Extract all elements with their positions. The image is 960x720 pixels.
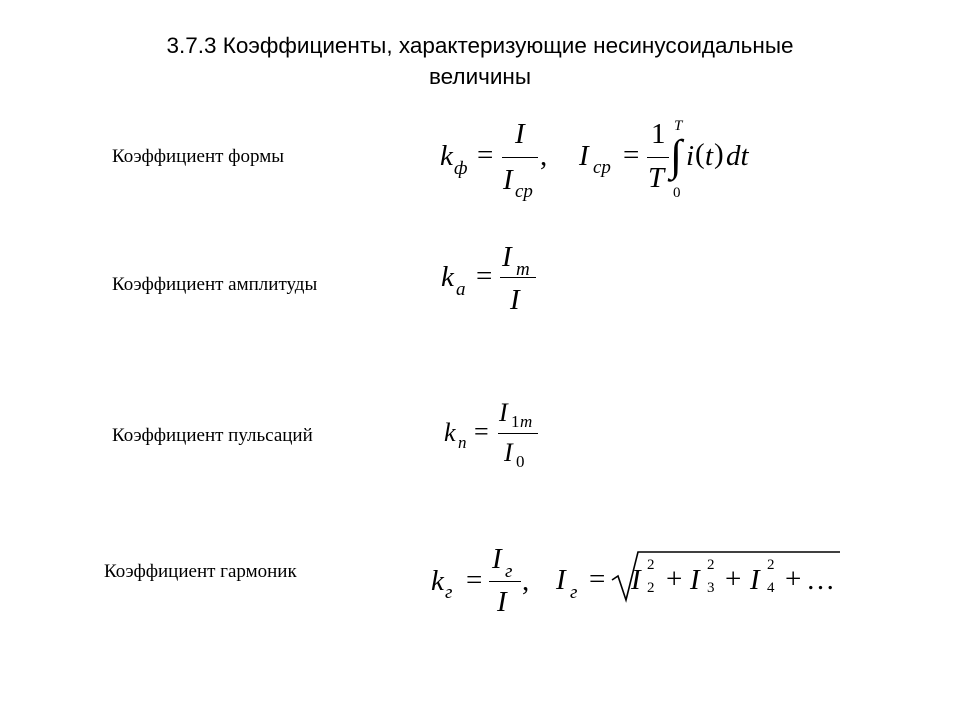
harm-plus-1: + <box>666 563 683 595</box>
title-line-2: величины <box>428 64 532 89</box>
form-integral-upper: T <box>674 118 683 134</box>
ripple-k: k <box>444 418 456 447</box>
label-harmonic-factor: Коэффициент гармоник <box>104 561 297 582</box>
ripple-k-sub: n <box>458 433 467 452</box>
harm-denominator: I <box>497 586 507 618</box>
form-denominator-I: I <box>503 164 513 196</box>
harm-numerator-sub: г <box>505 561 513 582</box>
ripple-denominator-I: I <box>504 438 513 467</box>
harm-comma: , <box>522 565 530 597</box>
harm-term2-sub: 3 <box>707 580 715 596</box>
harm-ig-I: I <box>556 564 566 596</box>
form-k-sub: ф <box>454 158 468 179</box>
form-equals: = <box>477 139 494 171</box>
form-T: T <box>648 162 665 194</box>
amp-equals: = <box>476 260 493 292</box>
harm-term3-sup: 2 <box>767 557 775 573</box>
amp-denominator: I <box>510 284 520 316</box>
harm-term1-I: I <box>631 564 641 596</box>
ripple-fraction-bar <box>498 433 538 434</box>
form-equals-2: = <box>623 139 640 171</box>
form-icp-sub: cp <box>593 157 611 178</box>
label-form-factor: Коэффициент формы <box>112 146 284 167</box>
ripple-numerator-sub-1: 1 <box>511 412 520 431</box>
harm-term1-sup: 2 <box>647 557 655 573</box>
amp-k-sub: a <box>456 279 466 300</box>
form-rparen: ) <box>714 138 724 170</box>
ripple-numerator-I: I <box>499 398 508 427</box>
harm-term2-I: I <box>690 564 700 596</box>
label-ripple-factor: Коэффициент пульсаций <box>112 425 313 446</box>
form-comma: , <box>540 140 548 172</box>
harm-k-sub: г <box>445 582 453 603</box>
slide-title <box>60 30 900 92</box>
form-dt: dt <box>726 140 749 172</box>
integral-icon: ∫ <box>670 131 683 180</box>
amp-numerator-I: I <box>502 241 512 273</box>
harm-ellipsis: … <box>806 564 835 596</box>
harm-plus-2: + <box>725 563 742 595</box>
ripple-equals: = <box>474 417 489 446</box>
form-t: t <box>705 140 714 172</box>
harm-term3-sub: 4 <box>767 580 775 596</box>
amp-numerator-sub: m <box>516 259 530 280</box>
harm-ig-sub: г <box>570 582 578 603</box>
harm-term1-sub: 2 <box>647 580 655 596</box>
title-line-1: 3.7.3 Коэффициенты, характеризующие несинусоидальные <box>166 33 794 58</box>
harm-term3-I: I <box>750 564 760 596</box>
form-icp-I: I <box>579 140 589 172</box>
form-k: k <box>440 140 453 172</box>
ripple-denominator-sub: 0 <box>516 452 525 471</box>
amp-k: k <box>441 261 454 293</box>
harm-k: k <box>431 565 444 597</box>
form-fraction-bar <box>502 157 538 158</box>
label-amplitude-factor: Коэффициент амплитуды <box>112 274 318 295</box>
form-denominator-sub: cp <box>515 181 533 202</box>
form-lparen: ( <box>695 138 705 170</box>
harm-equals-2: = <box>589 563 606 595</box>
amp-fraction-bar <box>500 277 536 278</box>
form-i: i <box>686 140 695 172</box>
harm-numerator-I: I <box>492 543 502 575</box>
harm-equals: = <box>466 564 483 596</box>
harm-fraction-bar <box>489 581 521 582</box>
harm-plus-3: + <box>785 563 802 595</box>
harm-term2-sup: 2 <box>707 557 715 573</box>
form-numerator: I <box>515 118 525 150</box>
ripple-numerator-sub-m: m <box>520 412 533 431</box>
form-fraction-bar-2 <box>647 157 669 158</box>
form-one: 1 <box>651 118 666 150</box>
form-integral-lower: 0 <box>673 185 681 201</box>
